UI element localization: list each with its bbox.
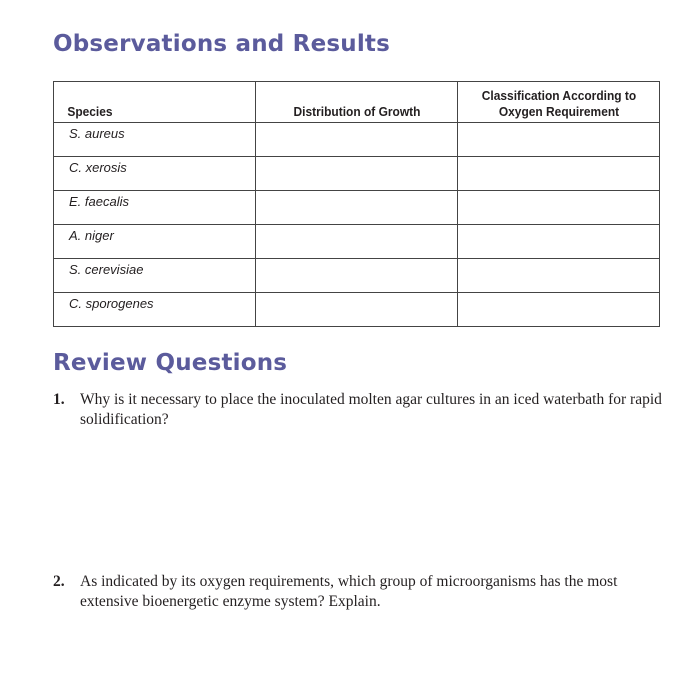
species-cell: S. cerevisiae xyxy=(54,259,256,293)
classification-column-header xyxy=(466,82,652,123)
question-number: 2. xyxy=(53,573,65,590)
classification-cell[interactable] xyxy=(458,191,660,225)
question-item xyxy=(53,572,663,611)
species-cell: S. aureus xyxy=(54,123,256,157)
review-questions-title: Review Questions xyxy=(53,350,288,376)
distribution-cell[interactable] xyxy=(256,259,458,293)
species-header-label: Species xyxy=(66,104,113,119)
table-row xyxy=(54,293,660,327)
table-row xyxy=(54,225,660,259)
question-item xyxy=(53,390,663,429)
table-row xyxy=(54,123,660,157)
species-cell: C. sporogenes xyxy=(54,293,256,327)
table-row xyxy=(54,191,660,225)
distribution-cell[interactable] xyxy=(256,123,458,157)
distribution-column-header xyxy=(264,82,450,123)
classification-header-line1: Classification According to xyxy=(481,88,636,103)
species-cell: A. niger xyxy=(54,225,256,259)
distribution-cell[interactable] xyxy=(256,191,458,225)
table-row xyxy=(54,259,660,293)
table-header-row xyxy=(54,82,660,123)
results-table xyxy=(53,81,660,327)
species-cell: E. faecalis xyxy=(54,191,256,225)
table-row xyxy=(54,157,660,191)
question-text: Why is it necessary to place the inoculated molten agar cultures in an iced waterbath for rapid solidification? xyxy=(80,391,662,428)
observations-title: Observations and Results xyxy=(53,31,391,57)
distribution-cell[interactable] xyxy=(256,293,458,327)
review-questions-list xyxy=(53,390,663,611)
classification-cell[interactable] xyxy=(458,293,660,327)
species-column-header xyxy=(54,82,240,123)
question-text: As indicated by its oxygen requirements, which group of microorganisms has the most extensive bioenergetic enzyme system? Explain. xyxy=(80,573,618,610)
classification-cell[interactable] xyxy=(458,225,660,259)
distribution-header-label: Distribution of Growth xyxy=(293,104,420,119)
classification-header-line2: Oxygen Requirement xyxy=(498,104,619,119)
classification-cell[interactable] xyxy=(458,259,660,293)
question-number: 1. xyxy=(53,391,65,408)
classification-cell[interactable] xyxy=(458,157,660,191)
distribution-cell[interactable] xyxy=(256,225,458,259)
classification-cell[interactable] xyxy=(458,123,660,157)
species-cell: C. xerosis xyxy=(54,157,256,191)
distribution-cell[interactable] xyxy=(256,157,458,191)
